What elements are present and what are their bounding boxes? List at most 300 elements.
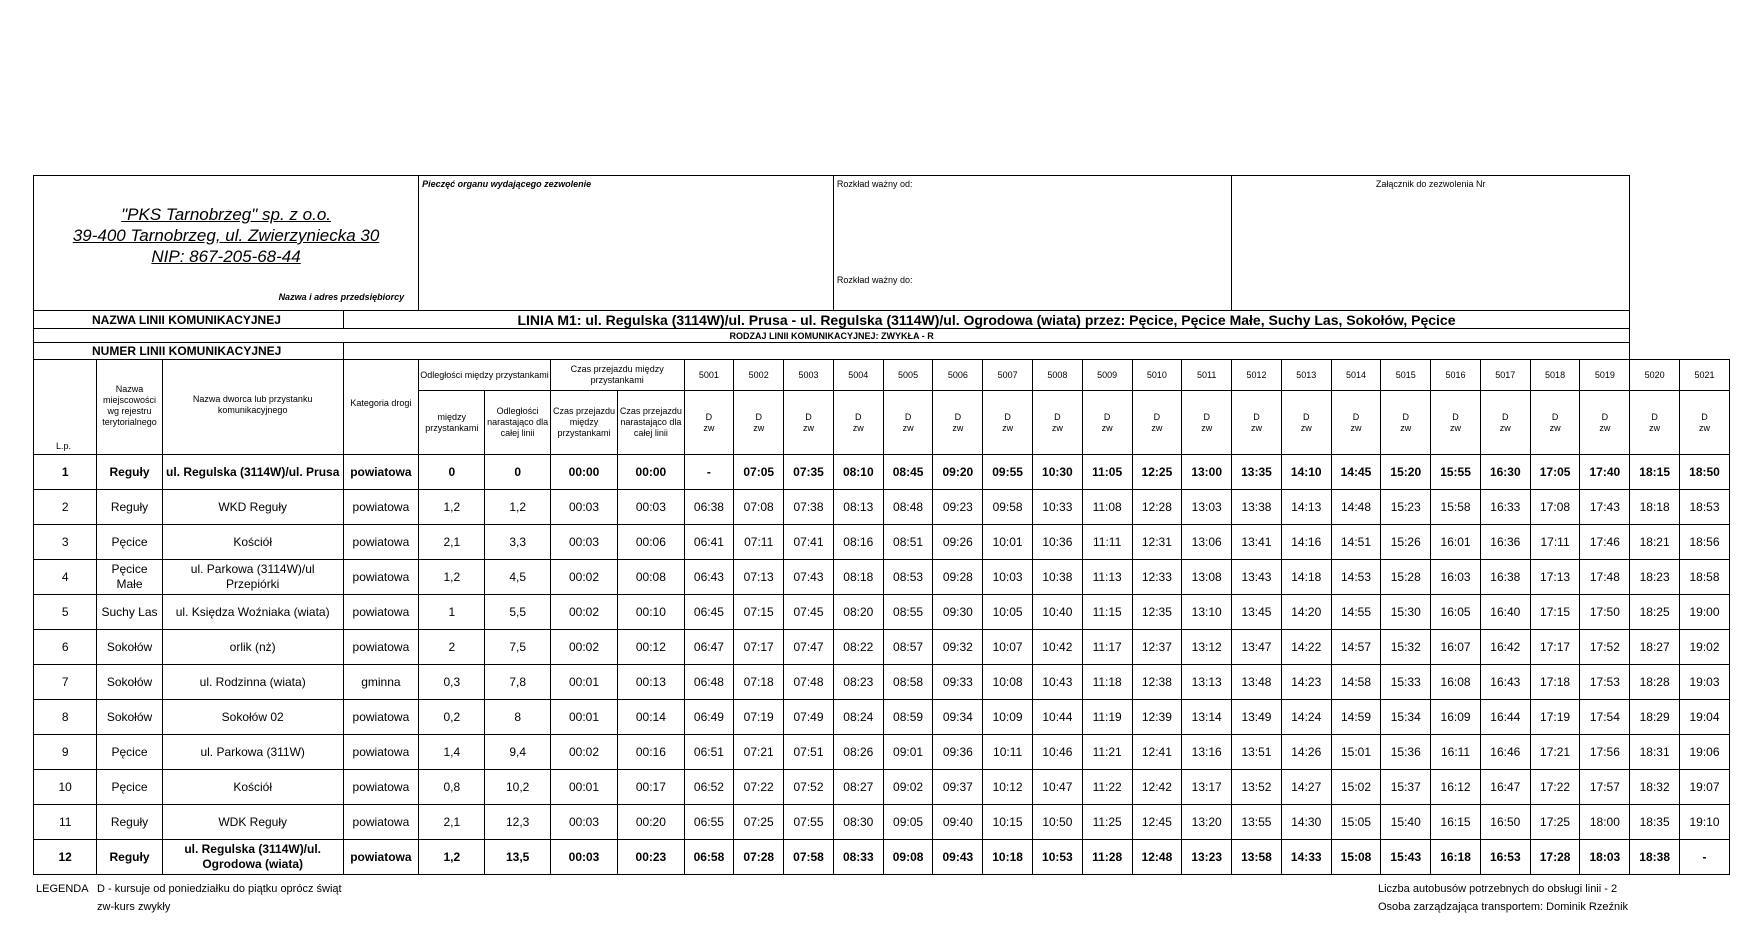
departure-time: 12:33 <box>1132 560 1182 595</box>
col-time-between: Czas przejazdu między przystankami <box>550 391 617 455</box>
departure-time: 16:50 <box>1480 805 1530 840</box>
departure-time: 10:11 <box>983 735 1033 770</box>
departure-time: 09:05 <box>883 805 933 840</box>
departure-time: 19:03 <box>1680 665 1730 700</box>
course-mark <box>983 391 1033 455</box>
departure-time: 17:21 <box>1530 735 1580 770</box>
departure-time: 14:16 <box>1281 525 1331 560</box>
row-stop: ul. Regulska (3114W)/ul. Prusa <box>162 455 343 490</box>
row-town: Suchy Las <box>97 595 162 630</box>
departure-time: 08:26 <box>833 735 883 770</box>
departure-time: 18:27 <box>1630 630 1680 665</box>
course-mark-zw: zw <box>1201 422 1213 433</box>
departure-time: 11:15 <box>1082 595 1132 630</box>
departure-time: 09:28 <box>933 560 983 595</box>
departure-time: 14:26 <box>1281 735 1331 770</box>
departure-time: 16:09 <box>1431 700 1481 735</box>
departure-time: 07:35 <box>784 455 834 490</box>
row-dist-between: 2 <box>419 630 485 665</box>
departure-time: 13:47 <box>1232 630 1282 665</box>
row-time-between: 00:01 <box>550 770 617 805</box>
course-number: 5010 <box>1132 360 1182 391</box>
row-town: Sokołów <box>97 700 162 735</box>
departure-time: 16:44 <box>1480 700 1530 735</box>
departure-time: 07:18 <box>734 665 784 700</box>
course-mark-d: D <box>1203 411 1210 422</box>
departure-time: 15:28 <box>1381 560 1431 595</box>
course-mark-d: D <box>1352 411 1360 422</box>
departure-time: 15:23 <box>1381 490 1431 525</box>
departure-time: 17:15 <box>1530 595 1580 630</box>
course-mark-zw: zw <box>1450 422 1462 433</box>
row-time-between: 00:02 <box>550 595 617 630</box>
departure-time: 13:14 <box>1182 700 1232 735</box>
course-mark-zw: zw <box>753 422 765 433</box>
col-lp: L.p. <box>34 360 97 455</box>
course-mark-d: D <box>1452 411 1459 422</box>
departure-time: 07:21 <box>734 735 784 770</box>
row-time-cumulative: 00:03 <box>618 490 684 525</box>
departure-time: 06:52 <box>684 770 734 805</box>
course-mark-zw: zw <box>1051 422 1063 433</box>
departure-time: 12:28 <box>1132 490 1182 525</box>
course-mark-zw: zw <box>1250 422 1262 433</box>
departure-time: 07:58 <box>784 840 834 875</box>
valid-from-label: Rozkład ważny od: <box>836 179 913 189</box>
course-mark <box>784 391 834 455</box>
departure-time: 13:52 <box>1232 770 1282 805</box>
departure-time: 13:38 <box>1232 490 1282 525</box>
course-number: 5005 <box>883 360 933 391</box>
departure-time: 10:40 <box>1032 595 1082 630</box>
row-time-cumulative: 00:10 <box>618 595 684 630</box>
departure-time: 12:41 <box>1132 735 1182 770</box>
course-mark-d: D <box>904 411 912 422</box>
departure-time: 18:50 <box>1680 455 1730 490</box>
departure-time: 09:01 <box>883 735 933 770</box>
course-mark-zw: zw <box>1599 422 1611 433</box>
departure-time: 08:48 <box>883 490 933 525</box>
departure-time: 06:55 <box>684 805 734 840</box>
course-number: 5006 <box>933 360 983 391</box>
departure-time: 19:10 <box>1680 805 1730 840</box>
row-lp: 5 <box>34 595 97 630</box>
departure-time: 17:46 <box>1580 525 1630 560</box>
departure-time: 13:23 <box>1182 840 1232 875</box>
course-mark-d: D <box>855 411 862 422</box>
departure-time: 06:58 <box>684 840 734 875</box>
departure-time: 08:20 <box>833 595 883 630</box>
departure-time: 08:10 <box>833 455 883 490</box>
col-dist-between: między przystankami <box>419 391 485 455</box>
departure-time: 16:11 <box>1431 735 1481 770</box>
course-mark <box>684 391 734 455</box>
departure-time: 13:41 <box>1232 525 1282 560</box>
footer-buses: Liczba autobusów potrzebnych do obsługi linii - 2 <box>1378 883 1618 895</box>
departure-time: 15:26 <box>1381 525 1431 560</box>
departure-time: 08:53 <box>883 560 933 595</box>
departure-time: 17:54 <box>1580 700 1630 735</box>
table-row <box>34 455 1730 490</box>
table-row <box>34 770 1730 805</box>
departure-time: 16:07 <box>1431 630 1481 665</box>
departure-time: 09:30 <box>933 595 983 630</box>
departure-time: 18:28 <box>1630 665 1680 700</box>
departure-time: 12:37 <box>1132 630 1182 665</box>
row-time-between: 00:00 <box>550 455 617 490</box>
course-mark <box>883 391 933 455</box>
departure-time: 06:41 <box>684 525 734 560</box>
departure-time: 11:25 <box>1082 805 1132 840</box>
course-number: 5004 <box>833 360 883 391</box>
course-mark-d: D <box>954 411 962 422</box>
row-lp: 10 <box>34 770 97 805</box>
course-mark-zw: zw <box>1300 422 1312 433</box>
table-row <box>34 595 1730 630</box>
row-dist-cumulative: 10,2 <box>485 770 550 805</box>
row-road: powiatowa <box>343 490 418 525</box>
departure-time: 12:48 <box>1132 840 1182 875</box>
departure-time: 09:33 <box>933 665 983 700</box>
departure-time: 11:21 <box>1082 735 1132 770</box>
course-mark <box>833 391 883 455</box>
course-mark-zw: zw <box>1151 422 1163 433</box>
departure-time: 10:09 <box>983 700 1033 735</box>
departure-time: 07:25 <box>734 805 784 840</box>
departure-time: 15:36 <box>1381 735 1431 770</box>
departure-time: 15:55 <box>1431 455 1481 490</box>
row-stop: ul. Parkowa (311W) <box>162 735 343 770</box>
col-distance-group: Odległości między przystankami <box>419 360 551 391</box>
departure-time: 08:45 <box>883 455 933 490</box>
departure-time: 07:17 <box>734 630 784 665</box>
departure-time: 17:50 <box>1580 595 1630 630</box>
row-road: powiatowa <box>343 770 418 805</box>
row-town: Sokołów <box>97 630 162 665</box>
departure-time: 11:11 <box>1082 525 1132 560</box>
departure-time: 12:42 <box>1132 770 1182 805</box>
departure-time: 19:02 <box>1680 630 1730 665</box>
departure-time: 08:58 <box>883 665 933 700</box>
departure-time: 18:18 <box>1630 490 1680 525</box>
departure-time: 08:13 <box>833 490 883 525</box>
departure-time: 07:51 <box>784 735 834 770</box>
departure-time: 17:28 <box>1530 840 1580 875</box>
departure-time: 10:33 <box>1032 490 1082 525</box>
timetable <box>33 175 1730 875</box>
row-dist-cumulative: 8 <box>485 700 550 735</box>
table-row <box>34 525 1730 560</box>
departure-time: 08:16 <box>833 525 883 560</box>
departure-time: 13:10 <box>1182 595 1232 630</box>
attachment-box <box>1232 176 1630 311</box>
departure-time: 09:36 <box>933 735 983 770</box>
departure-time: 11:17 <box>1082 630 1132 665</box>
row-stop: WDK Reguły <box>162 805 343 840</box>
course-mark-d: D <box>1054 411 1061 422</box>
departure-time: 17:56 <box>1580 735 1630 770</box>
departure-time: 18:23 <box>1630 560 1680 595</box>
departure-time: 13:48 <box>1232 665 1282 700</box>
departure-time: 14:58 <box>1331 665 1381 700</box>
departure-time: 15:05 <box>1331 805 1381 840</box>
departure-time: - <box>684 455 734 490</box>
departure-time: 07:13 <box>734 560 784 595</box>
departure-time: 15:02 <box>1331 770 1381 805</box>
departure-time: 18:53 <box>1680 490 1730 525</box>
course-mark <box>1232 391 1282 455</box>
departure-time: 08:55 <box>883 595 933 630</box>
departure-time: 09:26 <box>933 525 983 560</box>
row-dist-between: 0,8 <box>419 770 485 805</box>
course-number: 5017 <box>1480 360 1530 391</box>
departure-time: 16:38 <box>1480 560 1530 595</box>
course-mark-d: D <box>1253 411 1260 422</box>
row-stop: ul. Parkowa (3114W)/ul Przepiórki <box>162 560 343 595</box>
departure-time: 10:38 <box>1032 560 1082 595</box>
col-time-cumulative: Czas przejazdu narastająco dla całej linii <box>618 391 684 455</box>
course-number: 5018 <box>1530 360 1580 391</box>
departure-time: 07:43 <box>784 560 834 595</box>
departure-time: 17:52 <box>1580 630 1630 665</box>
departure-time: 14:22 <box>1281 630 1331 665</box>
departure-time: 06:43 <box>684 560 734 595</box>
row-road: gminna <box>343 665 418 700</box>
course-mark-d: D <box>1651 411 1658 422</box>
course-mark-d: D <box>1302 411 1310 422</box>
course-mark <box>1281 391 1331 455</box>
col-town: Nazwa miejscowości wg rejestru terytorialnego <box>97 360 162 455</box>
company-nip: NIP: 867-205-68-44 <box>151 247 301 266</box>
departure-time: 06:51 <box>684 735 734 770</box>
departure-time: 06:47 <box>684 630 734 665</box>
departure-time: 07:52 <box>784 770 834 805</box>
line-name-label: NAZWA LINII KOMUNIKACYJNEJ <box>34 311 344 329</box>
departure-time: 14:10 <box>1281 455 1331 490</box>
departure-time: 14:24 <box>1281 700 1331 735</box>
company-name: "PKS Tarnobrzeg" sp. z o.o. <box>121 205 331 224</box>
row-dist-between: 2,1 <box>419 525 485 560</box>
row-lp: 12 <box>34 840 97 875</box>
course-number: 5012 <box>1232 360 1282 391</box>
course-number: 5008 <box>1032 360 1082 391</box>
row-lp: 11 <box>34 805 97 840</box>
row-road: powiatowa <box>343 840 418 875</box>
company-caption: Nazwa i adres przedsiębiorcy <box>278 292 405 302</box>
row-lp: 6 <box>34 630 97 665</box>
departure-time: 18:56 <box>1680 525 1730 560</box>
departure-time: 13:20 <box>1182 805 1232 840</box>
departure-time: 13:45 <box>1232 595 1282 630</box>
departure-time: 15:33 <box>1381 665 1431 700</box>
row-dist-between: 1,2 <box>419 490 485 525</box>
departure-time: 16:05 <box>1431 595 1481 630</box>
col-stop: Nazwa dworca lub przystanku komunikacyjnego <box>162 360 343 455</box>
departure-time: 12:45 <box>1132 805 1182 840</box>
departure-time: 16:12 <box>1431 770 1481 805</box>
departure-time: 13:06 <box>1182 525 1232 560</box>
departure-time: 16:46 <box>1480 735 1530 770</box>
departure-time: 09:34 <box>933 700 983 735</box>
departure-time: 13:51 <box>1232 735 1282 770</box>
departure-time: 06:45 <box>684 595 734 630</box>
departure-time: 12:38 <box>1132 665 1182 700</box>
departure-time: 16:18 <box>1431 840 1481 875</box>
course-mark-zw: zw <box>1549 422 1561 433</box>
course-mark-d: D <box>1402 411 1410 422</box>
course-mark-d: D <box>1551 411 1559 422</box>
departure-time: 14:33 <box>1281 840 1331 875</box>
row-stop: ul. Rodzinna (wiata) <box>162 665 343 700</box>
departure-time: 10:12 <box>983 770 1033 805</box>
departure-time: 11:19 <box>1082 700 1132 735</box>
row-road: powiatowa <box>343 525 418 560</box>
departure-time: 18:00 <box>1580 805 1630 840</box>
departure-time: 09:08 <box>883 840 933 875</box>
departure-time: 10:18 <box>983 840 1033 875</box>
departure-time: 15:08 <box>1331 840 1381 875</box>
row-dist-cumulative: 13,5 <box>485 840 550 875</box>
row-time-between: 00:02 <box>550 560 617 595</box>
departure-time: 06:49 <box>684 700 734 735</box>
course-mark-d: D <box>805 411 812 422</box>
course-mark <box>1480 391 1530 455</box>
course-mark-d: D <box>1153 411 1161 422</box>
row-time-cumulative: 00:16 <box>618 735 684 770</box>
departure-time: 10:03 <box>983 560 1033 595</box>
col-road: Kategoria drogi <box>343 360 418 455</box>
course-number: 5011 <box>1182 360 1232 391</box>
departure-time: 13:03 <box>1182 490 1232 525</box>
row-stop: Sokołów 02 <box>162 700 343 735</box>
row-time-cumulative: 00:17 <box>618 770 684 805</box>
row-dist-between: 2,1 <box>419 805 485 840</box>
row-time-between: 00:03 <box>550 490 617 525</box>
row-lp: 1 <box>34 455 97 490</box>
row-time-cumulative: 00:00 <box>618 455 684 490</box>
departure-time: 07:28 <box>734 840 784 875</box>
departure-time: 10:46 <box>1032 735 1082 770</box>
departure-time: 12:39 <box>1132 700 1182 735</box>
course-number: 5007 <box>983 360 1033 391</box>
col-dist-cumulative: Odległości narastająco dla całej linii <box>485 391 550 455</box>
course-mark-zw: zw <box>1499 422 1511 433</box>
departure-time: 14:59 <box>1331 700 1381 735</box>
departure-time: 14:30 <box>1281 805 1331 840</box>
departure-time: 18:31 <box>1630 735 1680 770</box>
departure-time: 16:40 <box>1480 595 1530 630</box>
row-time-between: 00:03 <box>550 525 617 560</box>
table-row <box>34 840 1730 875</box>
row-dist-cumulative: 3,3 <box>485 525 550 560</box>
course-number: 5001 <box>684 360 734 391</box>
course-mark <box>1032 391 1082 455</box>
departure-time: 10:30 <box>1032 455 1082 490</box>
row-road: powiatowa <box>343 805 418 840</box>
departure-time: 14:45 <box>1331 455 1381 490</box>
row-time-between: 00:02 <box>550 630 617 665</box>
departure-time: 15:32 <box>1381 630 1431 665</box>
departure-time: 06:38 <box>684 490 734 525</box>
row-dist-between: 1 <box>419 595 485 630</box>
departure-time: 18:58 <box>1680 560 1730 595</box>
departure-time: 17:22 <box>1530 770 1580 805</box>
departure-time: 07:49 <box>784 700 834 735</box>
departure-time: 17:05 <box>1530 455 1580 490</box>
course-number: 5013 <box>1281 360 1331 391</box>
course-mark-d: D <box>1103 411 1111 422</box>
row-time-cumulative: 00:13 <box>618 665 684 700</box>
departure-time: 11:05 <box>1082 455 1132 490</box>
course-number: 5016 <box>1431 360 1481 391</box>
row-stop: Kościół <box>162 770 343 805</box>
departure-time: 13:43 <box>1232 560 1282 595</box>
course-mark-zw: zw <box>852 422 864 433</box>
departure-time: 16:47 <box>1480 770 1530 805</box>
course-mark <box>1530 391 1580 455</box>
departure-time: 14:57 <box>1331 630 1381 665</box>
departure-time: 15:43 <box>1381 840 1431 875</box>
departure-time: 08:59 <box>883 700 933 735</box>
departure-time: 15:58 <box>1431 490 1481 525</box>
table-row <box>34 490 1730 525</box>
departure-time: 09:40 <box>933 805 983 840</box>
departure-time: 13:35 <box>1232 455 1282 490</box>
course-number: 5021 <box>1680 360 1730 391</box>
course-mark-zw: zw <box>803 422 814 433</box>
departure-time: 16:01 <box>1431 525 1481 560</box>
departure-time: 14:27 <box>1281 770 1331 805</box>
course-mark <box>1680 391 1730 455</box>
row-town: Reguły <box>97 455 162 490</box>
course-mark-zw: zw <box>1101 422 1113 433</box>
departure-time: 17:25 <box>1530 805 1580 840</box>
course-mark-d: D <box>705 411 713 422</box>
row-dist-cumulative: 0 <box>485 455 550 490</box>
departure-time: 11:08 <box>1082 490 1132 525</box>
departure-time: 07:05 <box>734 455 784 490</box>
row-time-between: 00:03 <box>550 840 617 875</box>
departure-time: 17:53 <box>1580 665 1630 700</box>
row-dist-between: 1,4 <box>419 735 485 770</box>
departure-time: 07:15 <box>734 595 784 630</box>
departure-time: 18:15 <box>1630 455 1680 490</box>
course-mark <box>1630 391 1680 455</box>
departure-time: 10:42 <box>1032 630 1082 665</box>
departure-time: 19:00 <box>1680 595 1730 630</box>
course-number: 5002 <box>734 360 784 391</box>
course-mark <box>734 391 784 455</box>
course-mark <box>1132 391 1182 455</box>
row-dist-cumulative: 5,5 <box>485 595 550 630</box>
departure-time: 10:36 <box>1032 525 1082 560</box>
course-number: 5003 <box>784 360 834 391</box>
departure-time: 08:18 <box>833 560 883 595</box>
course-number: 5020 <box>1630 360 1680 391</box>
departure-time: 12:25 <box>1132 455 1182 490</box>
row-time-cumulative: 00:12 <box>618 630 684 665</box>
line-number-value <box>343 343 1630 360</box>
departure-time: 07:45 <box>784 595 834 630</box>
departure-time: 08:22 <box>833 630 883 665</box>
course-mark-zw: zw <box>952 422 964 433</box>
row-town: Reguły <box>97 840 162 875</box>
course-mark-zw: zw <box>902 422 914 433</box>
course-mark-d: D <box>1004 411 1011 422</box>
departure-time: 14:23 <box>1281 665 1331 700</box>
course-number: 5015 <box>1381 360 1431 391</box>
row-dist-between: 0,2 <box>419 700 485 735</box>
